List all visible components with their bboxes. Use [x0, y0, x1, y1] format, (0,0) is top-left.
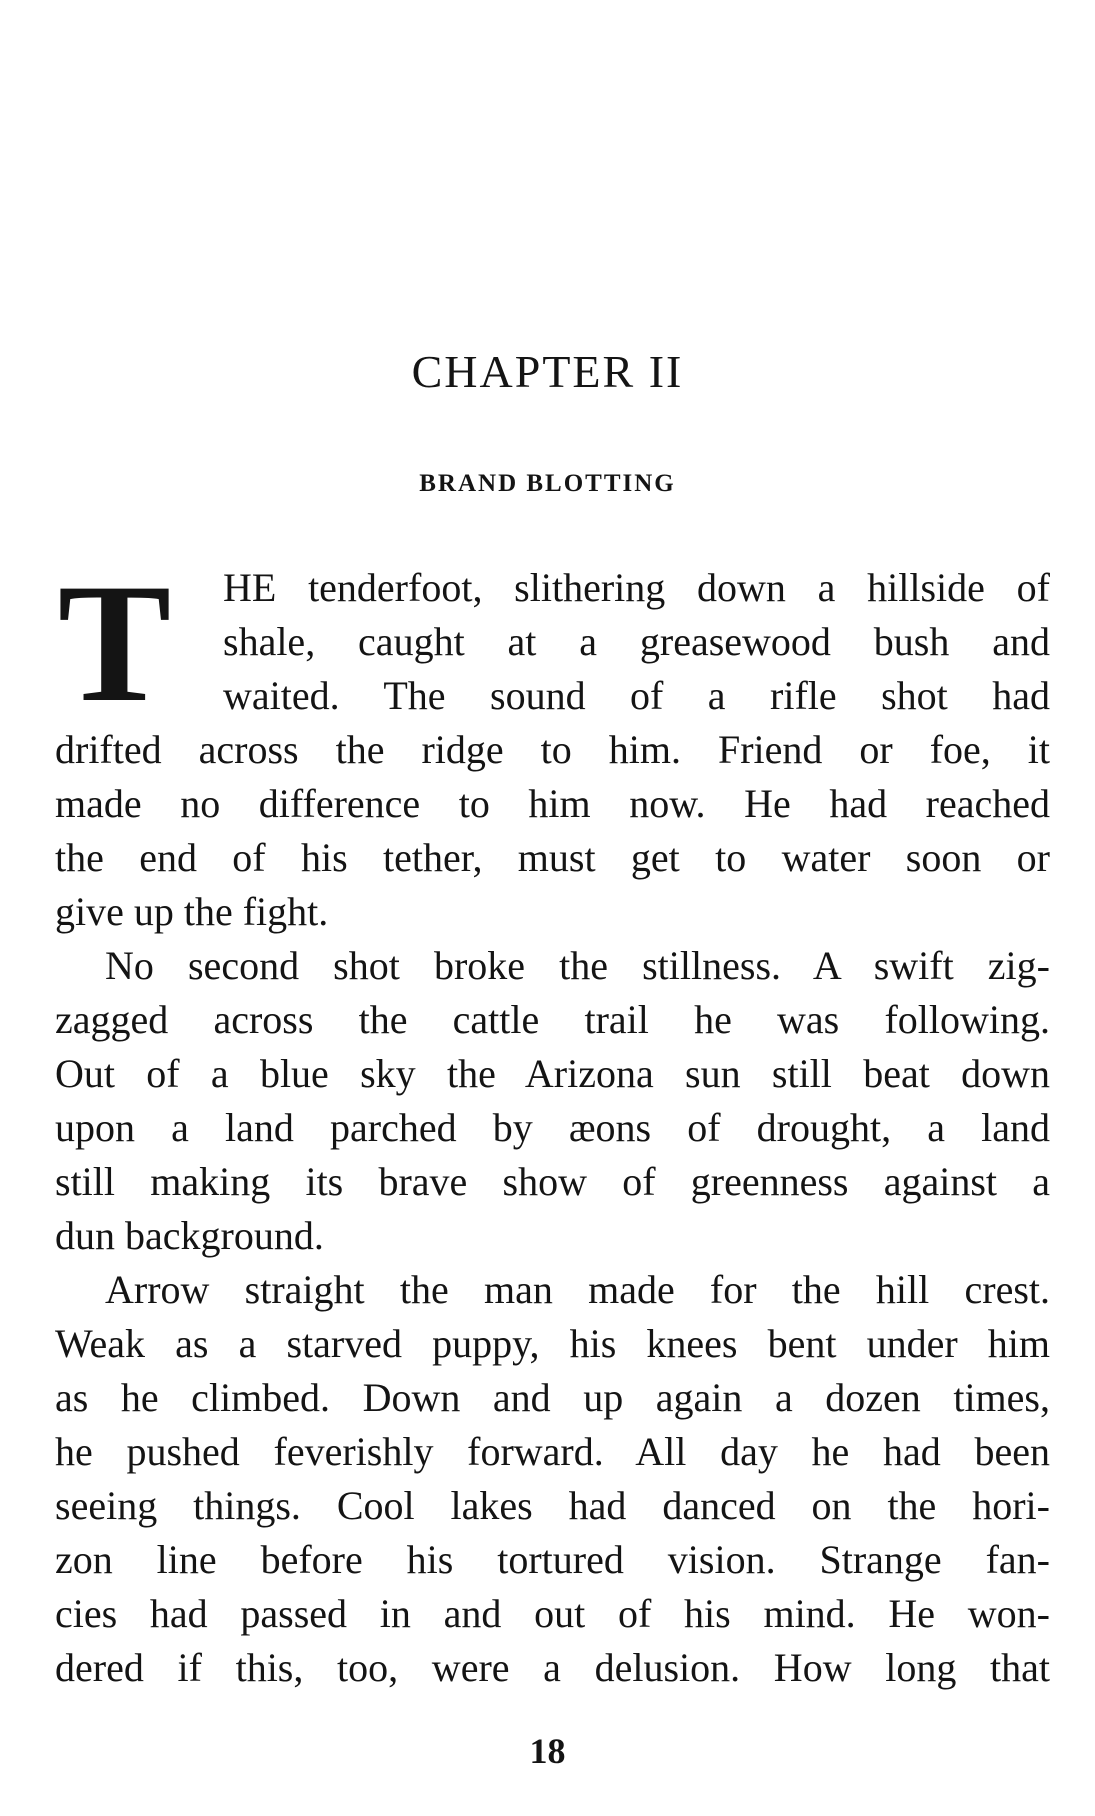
drop-cap: T	[57, 549, 172, 737]
text-line: as he climbed. Down and up again a dozen times,	[55, 1375, 1050, 1420]
page-number: 18	[529, 1731, 566, 1771]
text-line: dered if this, too, were a delusion. How long that	[55, 1645, 1050, 1690]
chapter-number: CHAPTER II	[411, 346, 684, 397]
text-line: he pushed feverishly forward. All day he had been	[55, 1429, 1050, 1474]
text-line: Weak as a starved puppy, his knees bent under him	[55, 1321, 1050, 1366]
text-line: seeing things. Cool lakes had danced on the hori-	[55, 1483, 1050, 1528]
text-line: Arrow straight the man made for the hill crest.	[105, 1267, 1050, 1312]
text-line: the end of his tether, must get to water soon or	[55, 835, 1050, 880]
text-line: HE tenderfoot, slithering down a hillside of	[223, 565, 1050, 610]
text-line: dun background.	[55, 1213, 324, 1258]
chapter-title: BRAND BLOTTING	[419, 470, 676, 497]
text-line: waited. The sound of a rifle shot had	[223, 673, 1050, 718]
text-line: zon line before his tortured vision. Strange fan-	[55, 1537, 1050, 1582]
text-line: Out of a blue sky the Arizona sun still beat down	[55, 1051, 1050, 1096]
text-line: upon a land parched by æons of drought, a land	[55, 1105, 1050, 1150]
text-line: shale, caught at a greasewood bush and	[223, 619, 1050, 664]
text-line: made no difference to him now. He had reached	[55, 781, 1050, 826]
text-line: cies had passed in and out of his mind. He won-	[55, 1591, 1050, 1636]
text-line: No second shot broke the stillness. A swift zig-	[105, 943, 1050, 988]
text-line: still making its brave show of greenness against a	[55, 1159, 1050, 1204]
text-line: drifted across the ridge to him. Friend or foe, it	[55, 727, 1050, 772]
text-line: zagged across the cattle trail he was following.	[55, 997, 1050, 1042]
text-line: give up the fight.	[55, 889, 329, 934]
